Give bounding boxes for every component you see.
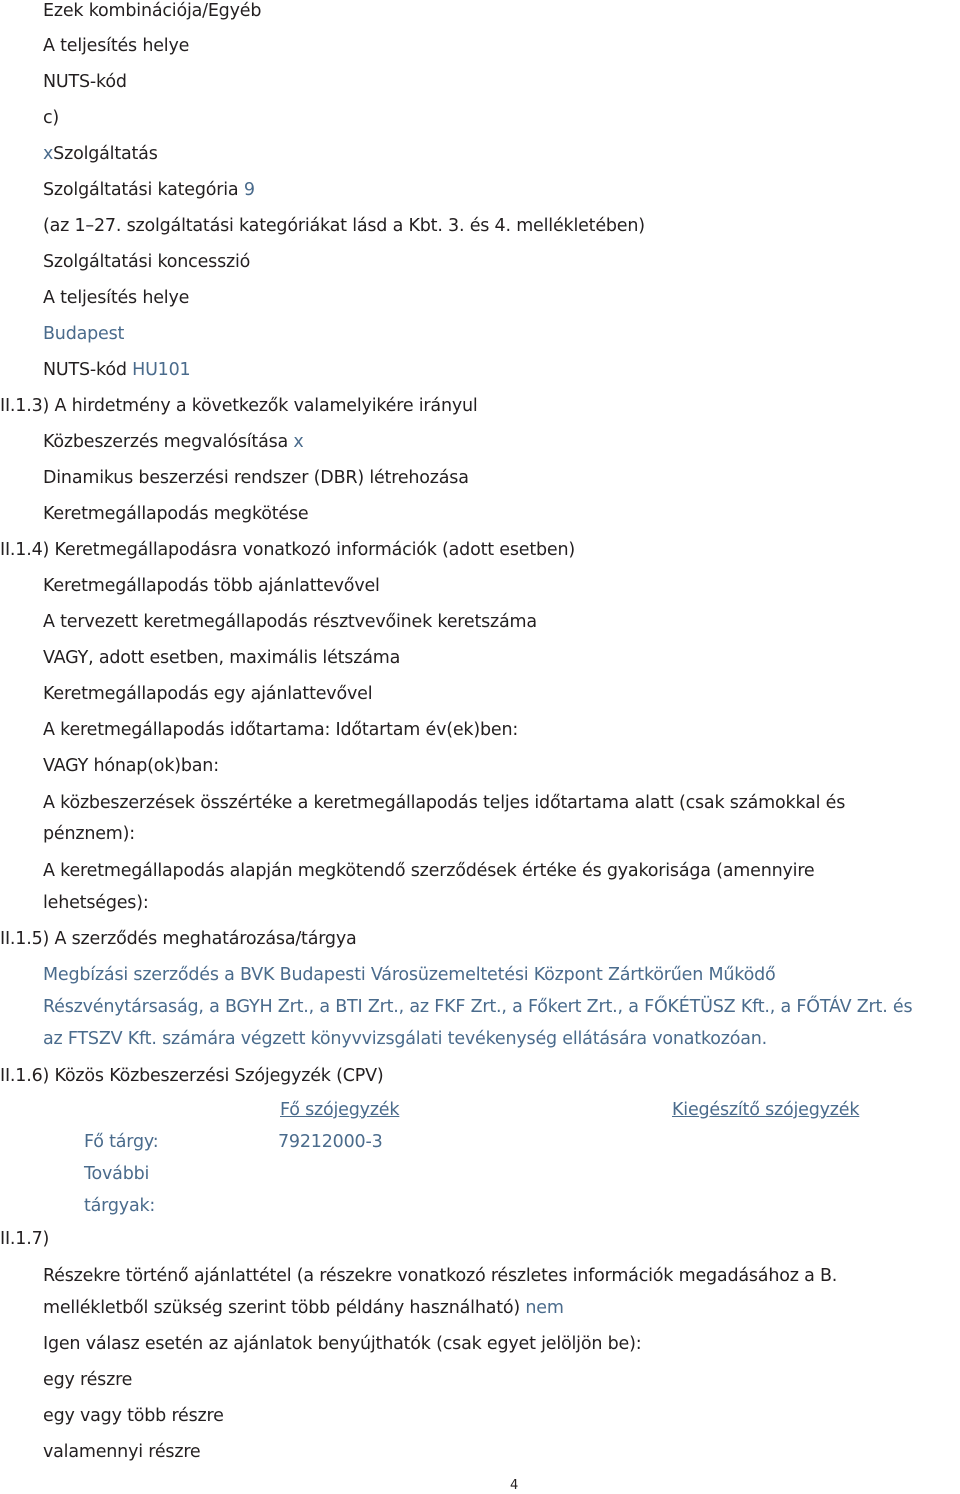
option-one-or-more-parts: egy vagy több részre [43, 1406, 224, 1426]
line-place-of-performance-2: A teljesítés helye [43, 288, 190, 308]
line-parts-if-yes: Igen válasz esetén az ajánlatok benyújthatók (csak egyet jelöljön be): [43, 1334, 642, 1354]
line-nuts-code: NUTS-kód [43, 72, 127, 92]
line-total-value-a: A közbeszerzések összértéke a keretmegállapodás teljes időtartama alatt (csak számokkal és [43, 793, 846, 813]
section-heading-ii-1-3: II.1.3) A hirdetmény a következők valamelyikére irányul [0, 396, 478, 416]
service-category-label: Szolgáltatási kategória [43, 180, 244, 200]
section-heading-ii-1-5: II.1.5) A szerződés meghatározása/tárgya [0, 929, 357, 949]
option-all-parts: valamennyi részre [43, 1442, 201, 1462]
service-category-value: 9 [243, 180, 255, 200]
cpv-main-label: Fő tárgy: [84, 1132, 159, 1152]
section-heading-ii-1-6: II.1.6) Közös Közbeszerzési Szójegyzék (CPV) [0, 1066, 384, 1086]
section-heading-ii-1-7: II.1.7) [0, 1229, 50, 1249]
cpv-main-value: 79212000-3 [278, 1132, 383, 1152]
line-place-value: Budapest [43, 324, 125, 344]
page-number: 4 [510, 1478, 519, 1493]
cpv-other-label-1: További [84, 1164, 150, 1184]
line-framework-duration: A keretmegállapodás időtartama: Időtartam év(ek)ben: [43, 720, 519, 740]
contract-subject-line-2: Részvénytársaság, a BGYH Zrt., a BTI Zrt., az FKF Zrt., a Főkert Zrt., a FŐKÉTÜSZ Kft., a FŐTÁV Zrt. és [43, 997, 913, 1017]
nuts-label: NUTS-kód [43, 360, 133, 380]
line-service [43, 143, 158, 165]
public-procurement-label: Közbeszerzés megvalósítása [43, 432, 294, 452]
line-service-concession: Szolgáltatási koncesszió [43, 252, 251, 272]
nuts-value: HU101 [132, 360, 191, 380]
service-label: Szolgáltatás [53, 144, 158, 164]
line-dbr: Dinamikus beszerzési rendszer (DBR) létrehozása [43, 468, 469, 488]
line-place-of-performance: A teljesítés helye [43, 36, 190, 56]
line-c: c) [43, 108, 60, 128]
cpv-col-extra-heading: Kiegészítő szójegyzék [672, 1100, 860, 1120]
line-parts-question-b [43, 1297, 564, 1319]
cpv-col-main-heading: Fő szójegyzék [280, 1100, 400, 1120]
line-category-note: (az 1–27. szolgáltatási kategóriákat lásd a Kbt. 3. és 4. mellékletében) [43, 216, 645, 236]
line-framework-conclusion: Keretmegállapodás megkötése [43, 504, 309, 524]
line-contract-value-b: lehetséges): [43, 893, 149, 913]
line-parts-question-a: Részekre történő ajánlattétel (a részekre vonatkozó részletes információk megadásához a B. [43, 1266, 838, 1286]
cpv-other-label-2: tárgyak: [84, 1196, 156, 1216]
line-framework-multi: Keretmegállapodás több ajánlattevővel [43, 576, 380, 596]
line-total-value-b: pénznem): [43, 824, 135, 844]
service-mark: x [43, 144, 54, 164]
line-public-procurement [43, 431, 304, 453]
parts-question-text: mellékletből szükség szerint több példány használható) [43, 1298, 526, 1318]
line-nuts-code-2 [43, 359, 190, 381]
line-combination: Ezek kombinációja/Egyéb [43, 1, 262, 21]
option-one-part: egy részre [43, 1370, 133, 1390]
line-framework-max: VAGY, adott esetben, maximális létszáma [43, 648, 401, 668]
section-heading-ii-1-4: II.1.4) Keretmegállapodásra vonatkozó információk (adott esetben) [0, 540, 575, 560]
contract-subject-line-1: Megbízási szerződés a BVK Budapesti Városüzemeltetési Központ Zártkörűen Működő [43, 965, 776, 985]
parts-answer: nem [525, 1298, 564, 1318]
contract-subject-line-3: az FTSZV Kft. számára végzett könyvvizsgálati tevékenység ellátására vonatkozóan. [43, 1029, 768, 1049]
line-framework-single: Keretmegállapodás egy ajánlattevővel [43, 684, 373, 704]
public-procurement-mark: x [293, 432, 304, 452]
line-framework-months: VAGY hónap(ok)ban: [43, 756, 219, 776]
line-contract-value-a: A keretmegállapodás alapján megkötendő szerződések értéke és gyakorisága (amennyire [43, 861, 815, 881]
line-framework-participants: A tervezett keretmegállapodás résztvevőinek keretszáma [43, 612, 537, 632]
line-service-category [43, 179, 255, 201]
